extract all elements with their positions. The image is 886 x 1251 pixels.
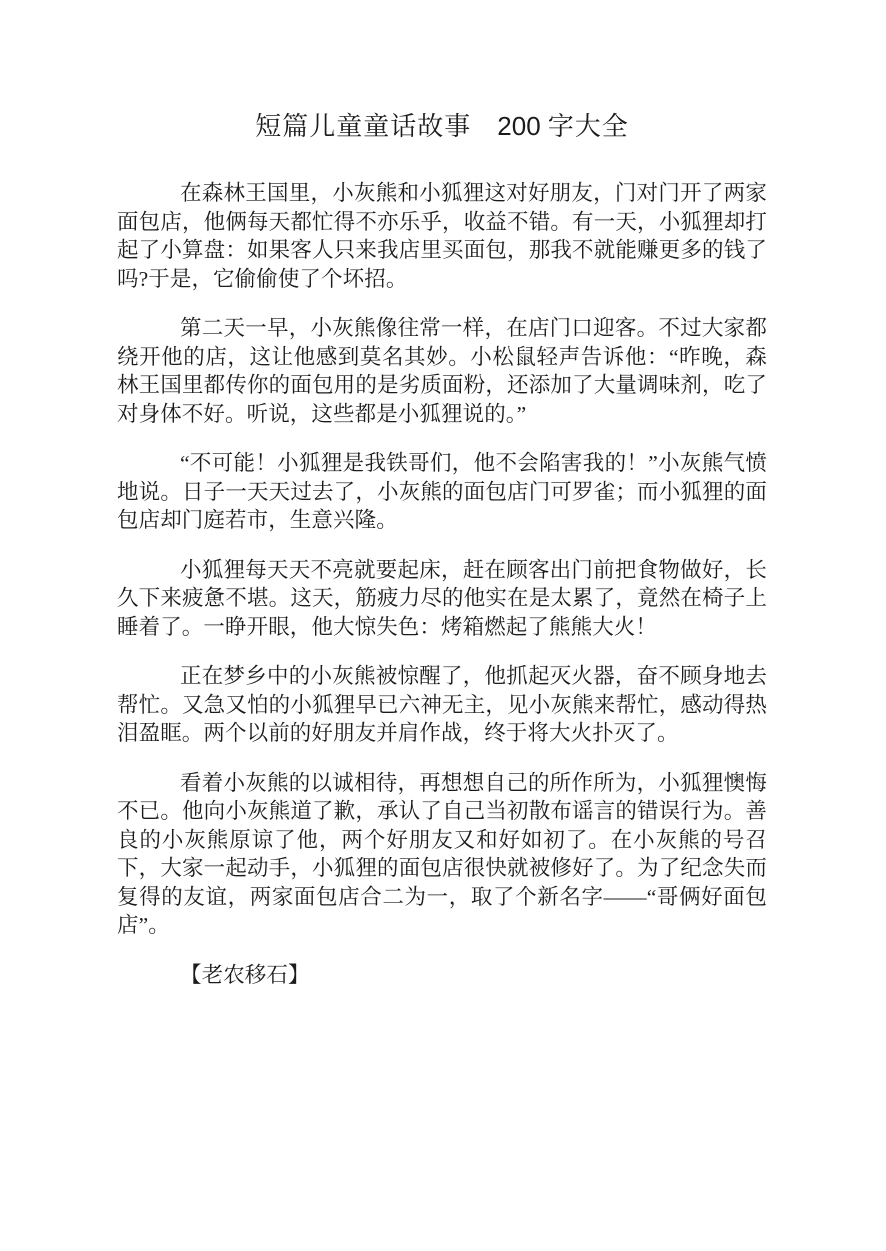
document-title [117, 104, 767, 149]
title-text-prefix: 短篇儿童童话故事 [255, 112, 472, 141]
story-paragraph: 看着小灰熊的以诚相待，再想想自己的所作所为，小狐狸懊悔不已。他向小灰熊道了歉，承认了自己当初散布谣言的错误行为。善良的小灰熊原谅了他，两个好朋友又和好如初了。在小灰熊的号召下，大家一起动手，小狐狸的面包店很快就被修好了。为了纪念失而复得的友谊，两家面包店合二为一，取了个新名字——“哥俩好面包店”。 [117, 770, 767, 937]
story-body [117, 179, 767, 989]
document-page [0, 104, 886, 1251]
story-paragraph: 第二天一早，小灰熊像往常一样，在店门口迎客。不过大家都绕开他的店，这让他感到莫名其妙。小松鼠轻声告诉他：“昨晚，森林王国里都传你的面包用的是劣质面粉，还添加了大量调味剂，吃了对身体不好。听说，这些都是小狐狸说的。” [117, 316, 767, 426]
story-paragraph: “不可能！小狐狸是我铁哥们，他不会陷害我的！”小灰熊气愤地说。日子一天天过去了，小灰熊的面包店门可罗雀；而小狐狸的面包店却门庭若市，生意兴隆。 [117, 451, 767, 532]
title-number: 200 [497, 111, 541, 141]
title-text-suffix: 字大全 [547, 112, 629, 141]
story-paragraph: 正在梦乡中的小灰熊被惊醒了，他抓起灭火器，奋不顾身地去帮忙。又急又怕的小狐狸早已六神无主，见小灰熊来帮忙，感动得热泪盈眶。两个以前的好朋友并肩作战，终于将大火扑灭了。 [117, 664, 767, 745]
next-section-heading: 【老农移石】 [180, 962, 310, 987]
story-paragraph: 在森林王国里，小灰熊和小狐狸这对好朋友，门对门开了两家面包店，他俩每天都忙得不亦乐乎，收益不错。有一天，小狐狸却打起了小算盘：如果客人只来我店里买面包，那我不就能赚更多的钱了吗?于是，它偷偷使了个坏招。 [117, 181, 767, 291]
story-paragraph: 小狐狸每天天不亮就要起床，赶在顾客出门前把食物做好，长久下来疲惫不堪。这天，筋疲力尽的他实在是太累了，竟然在椅子上睡着了。一睁开眼，他大惊失色：烤箱燃起了熊熊大火！ [117, 557, 767, 639]
